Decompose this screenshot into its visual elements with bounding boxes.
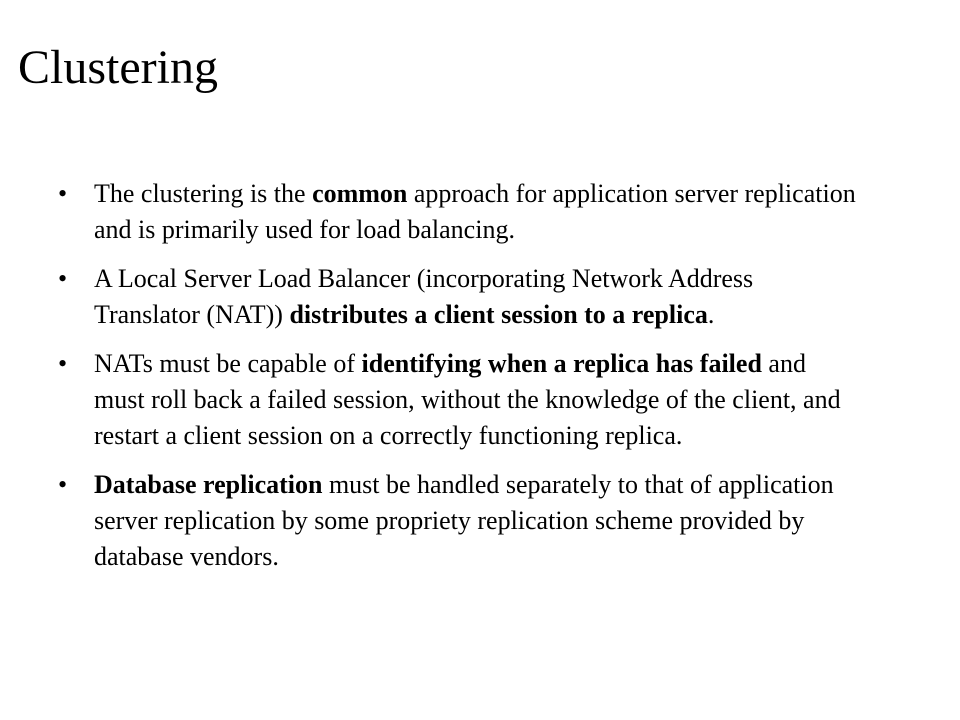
bullet-segment: A Local Server Load Balancer (incorporating Network Address Translator (NAT)) <box>94 264 754 329</box>
bullet-icon: • <box>58 349 68 378</box>
bullet-segment: must be handled separately to that of application server replication by some propriety replication scheme provided by database vendors. <box>94 470 834 571</box>
bullet-text <box>94 349 841 450</box>
bullet-text <box>94 470 834 571</box>
bullet-item <box>58 261 858 333</box>
bullet-list <box>58 176 858 588</box>
bullet-text <box>94 264 753 329</box>
bullet-segment: The clustering is the <box>94 179 313 208</box>
bullet-segment-bold: identifying when a replica has failed <box>361 349 762 378</box>
bullet-icon: • <box>58 179 68 208</box>
bullet-item <box>58 176 858 248</box>
bullet-item <box>58 346 858 454</box>
bullet-text <box>94 179 856 244</box>
bullet-segment-bold: distributes a client session to a replica <box>289 300 708 329</box>
slide-title: Clustering <box>18 41 218 94</box>
bullet-segment-bold: common <box>312 179 408 208</box>
bullet-segment-bold: Database replication <box>94 470 323 499</box>
bullet-icon: • <box>58 264 68 293</box>
bullet-segment: approach for application server replication and is primarily used for load balancing. <box>94 179 856 244</box>
bullet-segment: and must roll back a failed session, without the knowledge of the client, and restart a client session on a correctly functioning replica. <box>94 349 841 450</box>
bullet-segment: NATs must be capable of <box>94 349 362 378</box>
bullet-segment: . <box>707 300 715 329</box>
bullet-item <box>58 467 858 575</box>
bullet-icon: • <box>58 470 68 499</box>
